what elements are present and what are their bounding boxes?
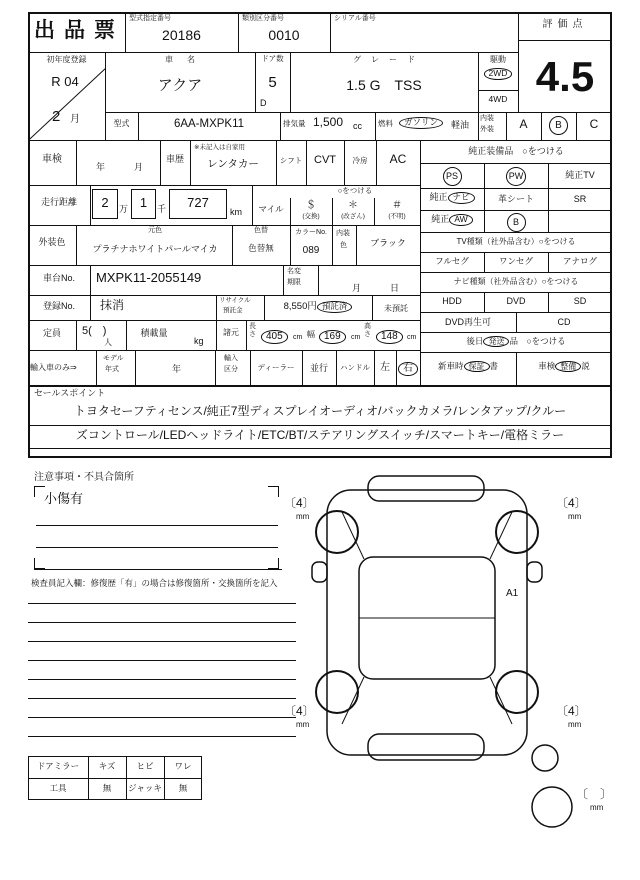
recycle-label-2: 預託金 [223,307,243,314]
height-value: 148 [376,330,403,344]
grid-line [420,232,612,233]
exterior-color-value: プラチナホワイトパールマイカ [92,244,218,254]
serial-label: シリアル番号 [334,15,376,22]
mile-unknown-symbol: ＃ [392,200,402,211]
grid-line [28,385,612,387]
tread-front-right: 〔4〕 [556,496,587,510]
navi-type-sd: SD [573,296,587,306]
mile-tampered-symbol: ＊ [348,200,358,211]
height-label: 高さ [364,323,371,338]
handle-left: 左 [380,362,390,373]
chassis-no-label: 車台No. [42,273,75,283]
maintenance-record-suffix: 説 [581,361,590,371]
grid-line [96,350,97,385]
grid-line [76,320,77,350]
car-front-bumper [368,476,484,501]
grid-line [36,547,278,548]
import-parallel: 並行 [309,363,328,373]
import-only-label: 輸入車のみ⇒ [30,363,77,372]
mile-tampered-label: (改ざん) [341,213,365,220]
notes-label: 注意事項・不具合箇所 [34,472,134,483]
registration-no-value: 抹消 [100,298,125,312]
interior-color-label-1: 内装 [336,230,350,237]
tread-front-left-unit: mm [296,512,310,521]
cooling-value: AC [389,152,407,166]
warranty-book-suffix: 書 [489,361,499,371]
handle-right-selected: 右 [398,362,418,376]
grid-line [330,12,331,52]
chassis-no-value: MXPK11-2055149 [96,270,202,285]
interior-color-label-2: 色 [340,242,347,249]
grid-line [28,225,420,226]
mileage-km-unit: km [230,207,242,217]
rename-deadline-label-2: 期限 [287,279,301,286]
width-label: 幅 [307,330,315,339]
damage-mark: A1 [506,588,519,599]
spec-label: 諸元 [223,328,239,337]
width-value: 169 [319,330,346,344]
grid-line [76,225,77,265]
grid-line [332,225,333,265]
grid-line [28,350,420,351]
rating-c: C [589,117,599,131]
model-code-value: 20186 [162,27,201,43]
jack-none-value: 無 [178,783,188,793]
model-year-label-1: モデル [103,355,124,362]
equip-aw-selected: AW [449,214,472,226]
grid-line [478,90,518,91]
grid-line [283,265,284,295]
equip-genuine-navi-prefix: 純正 [429,192,448,202]
rating-b-selected: B [549,116,568,135]
maintenance-record-selected: 整備 [555,361,581,372]
model-value: 6AA-MXPK11 [173,118,245,130]
grid-line [280,112,281,140]
import-class-label-1: 輸入 [224,355,238,362]
equip-pw-selected: PW [506,167,527,186]
first-registration-label: 初年度登録 [46,55,87,64]
length-value: 405 [261,330,288,344]
mile-label: マイル [258,204,284,214]
grid-line [268,486,279,497]
fuel-label: 燃料 [378,119,393,128]
grid-line [268,558,279,569]
width-unit: cm [351,334,361,341]
grid-line [28,679,296,680]
exterior-color-label: 外装色 [38,237,66,247]
tv-type-fullseg: フルセグ [435,256,469,266]
navi-type-title: ナビ種類（社外品含む）○をつける [453,277,579,286]
grid-line [420,332,612,333]
registration-no-label: 登録No. [42,301,75,311]
mileage-rest-digits: 727 [187,195,209,210]
deposit-done-selected: 預託済 [317,301,353,313]
mirror-scratch-option: キズ [98,761,116,771]
jack-label: ジャッキ [128,783,162,793]
grid-line [28,603,296,604]
grid-line [90,295,91,320]
grid-line [34,558,45,569]
dvd-playable: DVD再生可 [444,317,491,327]
grid-line [76,140,77,185]
grid-line [28,641,296,642]
model-label: 型式 [113,119,130,128]
grid-line [28,622,296,623]
grid-line [28,425,612,426]
grid-line [28,717,296,718]
load-label: 積載量 [140,328,168,338]
mileage-1k-unit: 千 [157,204,167,214]
grid-line [28,140,612,141]
equip-sunroof: SR [573,194,587,204]
warranty-book-prefix: 新車時 [437,361,464,371]
rename-day-unit: 日 [390,283,400,293]
grade-value: 1.5 G TSS [346,77,422,93]
first-registration-era: R 04 [51,74,79,89]
drive-label: 駆動 [490,55,506,64]
grid-line [90,185,91,225]
doors-value: 5 [268,74,277,91]
tools-none-value: 無 [102,783,112,793]
sales-points-line1: トヨタセーフティセンス/純正7型ディスプレイオーディオ/バックカメラ/レンタアップ/クルー [73,404,567,418]
spare-circle-large [532,787,572,827]
height-unit: cm [407,334,417,341]
rear-window-right-line [490,677,512,724]
shift-label: シフト [279,156,303,165]
shaken-month-unit: 月 [134,162,144,172]
interior-rating-label: 内装 [480,115,494,122]
cooling-label: 冷房 [352,156,368,165]
sales-points-line2: ズコントロール/LEDヘッドライト/ETC/BT/ステアリングスイッチ/スマートキー/電格ミラー [75,428,565,442]
tv-type-title: TV種類（社外品含む）○をつける [456,237,576,246]
grid-line [90,265,91,295]
tread-rear-left: 〔4〕 [284,704,315,718]
tread-rear-left-unit: mm [296,720,310,729]
grid-line [375,112,376,140]
cd: CD [557,317,571,327]
rename-deadline-label-1: 名変 [287,268,301,275]
inspector-note: 検査員記入欄：修復歴「有」の場合は修復箇所・交換箇所を記入 [31,578,278,588]
first-registration-month-unit: 月 [70,114,80,125]
door-mirror-label: ドアミラー [36,761,80,771]
maintenance-record-prefix: 車検 [538,361,556,371]
grid-line [36,525,278,526]
later-shipping-selected: 発送 [483,336,509,347]
import-class-label-2: 区分 [224,366,238,373]
mirror-right [527,562,542,582]
tools-label: 工具 [49,783,67,793]
original-color-label: 元色 [148,227,162,234]
mile-exchange-label: (交換) [302,213,320,220]
spare-tread-unit: mm [590,803,604,812]
mirror-left [312,562,327,582]
later-shipping-prefix: 後日 [466,336,484,346]
model-year-label-2: 年式 [105,366,119,373]
equip-genuine-aw-prefix: 純正 [431,214,450,224]
displacement-label: 排気量 [283,119,306,128]
grid-line [28,320,420,321]
color-no-value: 089 [302,245,320,256]
shaken-label: 車検 [42,154,62,165]
grid-line [28,778,202,779]
warranty-book-selected: 保証 [464,361,490,372]
grid-line [246,320,247,350]
load-unit: kg [194,336,204,346]
history-value: レンタカー [207,158,259,170]
equip-genuine-tv: 純正TV [565,170,595,180]
rear-window-left-line [342,677,364,724]
mileage-10k-unit: 万 [119,204,129,214]
capacity-label: 定員 [42,328,61,338]
equip-aw-b-selected: B [507,213,526,232]
tread-rear-right: 〔4〕 [556,704,587,718]
length-label: 長さ [249,323,256,338]
grid-line [28,448,612,449]
model-code-label: 型式指定番号 [129,15,171,22]
car-rear-bumper [368,734,484,760]
later-shipping-suffix: 品 ○をつける [509,336,566,346]
mileage-1k-digit: 1 [139,195,148,210]
history-note: ※未記入は自家用 [194,144,245,151]
mile-exchange-symbol: ＄ [306,200,316,211]
drive-4wd: 4WD [488,94,508,104]
mileage-label: 走行距離 [40,197,77,207]
equip-leather-seat: 革シート [497,194,534,204]
grid-line [264,295,265,320]
wheel-rear-left [316,671,358,713]
displacement-unit: cc [353,121,362,131]
grid-line [28,698,296,699]
tv-type-analog: アナログ [562,256,597,266]
mile-unknown-label: (不明) [388,213,406,220]
first-registration-month: 2 [52,108,61,125]
exterior-rating-label: 外装 [480,126,494,133]
grid-line [34,569,282,570]
grid-line [28,295,420,296]
equip-ps-selected: PS [443,167,462,186]
spare-tread-bracket: 〔 〕 [576,787,613,801]
color-change-label: 色替 [254,227,268,234]
class-code-value: 0010 [268,27,300,43]
fuel-gasoline-selected: ガソリン [399,117,443,129]
mirror-break-option: ワレ [174,761,192,771]
car-name-label: 車名 [165,55,209,64]
spare-circle-small [532,745,558,771]
capacity-unit: 人 [104,338,112,347]
doors-label: ドア数 [261,54,284,63]
class-code-label: 類別区分番号 [242,15,284,22]
grid-line [28,736,296,737]
navi-type-hdd: HDD [442,296,462,306]
mirror-crack-option: ヒビ [136,761,154,771]
notes-value: 小傷有 [44,491,84,506]
displacement-value: 1,500 [313,115,344,129]
grade-label: グレード [353,55,425,64]
grid-line [215,350,216,385]
rename-month-unit: 月 [352,283,362,293]
equip-navi-selected: ナビ [448,192,475,204]
grid-line [28,52,518,53]
grid-line [420,292,612,293]
grid-line [420,252,612,253]
grid-line [518,40,612,41]
rating-a: A [519,117,528,131]
tread-front-right-unit: mm [568,512,582,521]
score-label: 評価点 [542,19,588,30]
genuine-equipment-title: 純正装備品 ○をつける [468,146,564,156]
grid-line [420,163,612,164]
shaken-year-unit: 年 [96,162,106,172]
interior-color-value: ブラック [370,238,406,248]
deposit-amount: 8,550円 [283,301,317,312]
color-no-label: カラーNo. [295,229,327,236]
tread-rear-right-unit: mm [568,720,582,729]
doors-sub: D [260,98,267,108]
drive-2wd-selected: 2WD [484,68,513,80]
navi-type-dvd: DVD [506,296,526,306]
grid-line [105,112,612,113]
deposit-none: 未預託 [384,304,408,313]
mileage-10k-digit: 2 [101,195,109,210]
color-change-value: 色替無 [248,243,274,253]
tv-type-oneseg: ワンセグ [498,256,533,266]
grid-line [135,350,136,385]
wheel-rear-right [496,671,538,713]
model-year-unit: 年 [172,364,182,374]
mile-circle-note: ○をつける [337,186,373,195]
grid-line [28,265,420,266]
history-label: 車歴 [165,154,184,164]
shift-value: CVT [314,154,336,166]
grid-line [420,188,612,189]
sheet-title: 出品票 [34,19,124,42]
length-unit: cm [293,334,303,341]
grid-line [420,272,612,273]
grid-line [28,660,296,661]
import-dealer: ディーラー [257,363,295,372]
grid-line [420,210,612,211]
handle-label: ハンドル [340,363,370,372]
car-diagram [282,462,632,842]
car-name-value: アクア [157,77,203,94]
grid-line [318,265,319,295]
recycle-label-1: リサイクル [219,297,251,304]
tread-front-left: 〔4〕 [284,496,315,510]
capacity-value: 5( ) [82,325,107,337]
grid-line [216,295,217,320]
sales-points-label: セールスポイント [34,388,106,398]
score-value: 4.5 [535,53,595,100]
fuel-diesel: 軽油 [451,120,470,130]
